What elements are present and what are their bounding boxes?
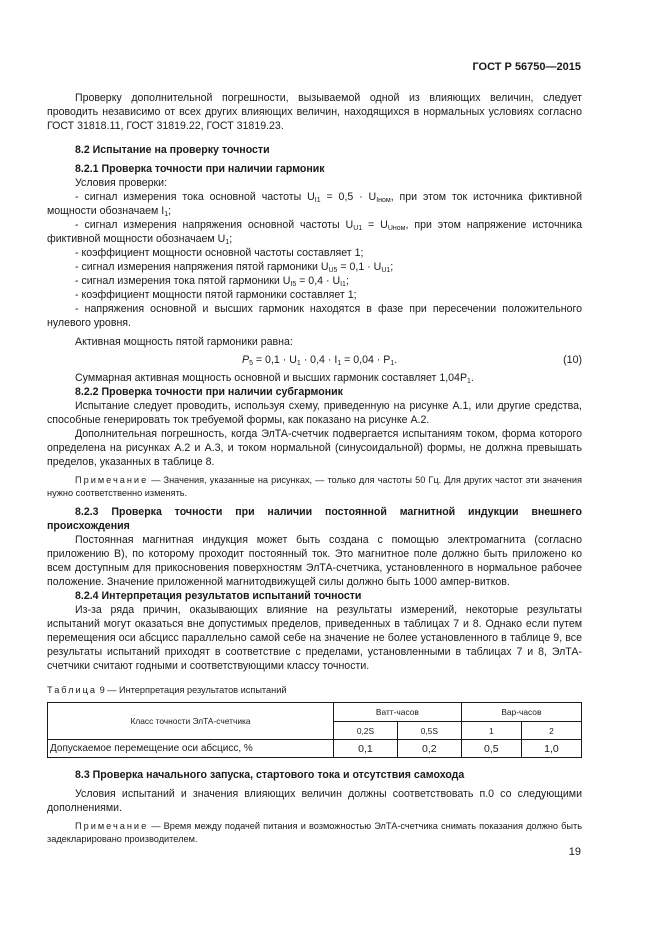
- page-content: [47, 91, 582, 846]
- table-row-label: Допускаемое перемещение оси абсцисс, %: [48, 740, 334, 758]
- page-number: 19: [568, 846, 581, 858]
- table-subheader: 2: [521, 722, 581, 740]
- condition-item: - коэффициент мощности основной частоты составляет 1;: [75, 247, 364, 259]
- section-8-2-3-heading: 8.2.3 Проверка точности при наличии постоянной магнитной индукции внешнего происхождения: [47, 506, 582, 532]
- note: Примечание — Значения, указанные на рисунках, — только для частоты 50 Гц. Для других частот эти значения нужно соответственно изменять.: [47, 475, 582, 498]
- table-header-watt: Ватт-часов: [334, 703, 462, 722]
- paragraph: Постоянная магнитная индукция может быть создана с помощью электромагнита (согласно приложению В), по которому проходит постоянный ток. Это магнитное поле должно быть приложено ко всем доступным для прикосновения поверхностям ЭлТА-счетчика, установленного в нормальное рабочее положение. Значение приложенной магнитодвижущей силы должно быть 1000 ампер-витков.: [47, 534, 582, 588]
- table-subheader: 0,5S: [397, 722, 461, 740]
- paragraph: Из-за ряда причин, оказывающих влияние на результаты измерений, некоторые результаты испытаний могут оказаться вне допустимых пределов, приведенных в таблицах 7 и 8. Однако если путем перемещения оси абсцисс параллельно самой себе на значение не более установленного в таблице 9, все результаты испытаний приходят в соответствие с пределами, установленными в таблицах 7 и 8, ЭлТА-счетчики считают годными и соответствующими классу точности.: [47, 604, 582, 672]
- section-8-2-4-heading: 8.2.4 Интерпретация результатов испытаний точности: [75, 590, 362, 602]
- condition-item: - сигнал измерения тока основной частоты $U_{I1} = 0,5 \cdot U_{Iном}$, при этом ток источника фиктивной мощности обозначаем $I_1$;: [47, 191, 582, 218]
- condition-item: - сигнал измерения тока пятой гармоники $U_{I5} = 0,4 \cdot U_{I1}$;: [75, 275, 349, 288]
- total-power-text: Суммарная активная мощность основной и высших гармоник составляет $1,04P_1$.: [75, 372, 474, 385]
- condition-item: - сигнал измерения напряжения основной частоты $U_{U1} = U_{Uном}$, при этом напряжение источника фиктивной мощности обозначаем $U_1$;: [47, 219, 582, 246]
- formula-number: (10): [563, 354, 582, 366]
- table-caption: Таблица 9 — Интерпретация результатов испытаний: [47, 685, 287, 695]
- condition-item: - напряжения основной и высших гармоник находятся в фазе при пересечении положительного нулевого уровня.: [47, 303, 582, 329]
- conditions-label: Условия проверки:: [75, 177, 168, 189]
- table-cell: 0,1: [334, 740, 398, 758]
- paragraph: Дополнительная погрешность, когда ЭлТА-счетчик подвергается испытаниям током, форма которого определена на рисунках А.2 и А.3, и током нормальной (синусоидальной) формы, не должна превышать пределов, указанных в таблице 8.: [47, 428, 582, 468]
- section-8-2-1-heading: 8.2.1 Проверка точности при наличии гармоник: [75, 163, 325, 175]
- intro-paragraph: Проверку дополнительной погрешности, вызываемой одной из влияющих величин, следует проводить независимо от всех других влияющих величин, находящихся в нормальных условиях согласно ГОСТ 31818.11, ГОСТ 31819.22, ГОСТ 31819.23.: [47, 92, 582, 132]
- paragraph: Условия испытаний и значения влияющих величин должны соответствовать п.0 со следующими дополнениями.: [47, 788, 582, 814]
- active-power-text: Активная мощность пятой гармоники равна:: [75, 336, 293, 348]
- table-cell: 0,2: [397, 740, 461, 758]
- table-cell: 1,0: [521, 740, 581, 758]
- condition-item: - сигнал измерения напряжения пятой гармоники $U_{U5} = 0,1 \cdot U_{U1}$;: [75, 261, 394, 274]
- table-subheader: 0,2S: [334, 722, 398, 740]
- table-subheader: 1: [461, 722, 521, 740]
- table-cell: 0,5: [461, 740, 521, 758]
- document-header: ГОСТ Р 56750—2015: [472, 61, 581, 73]
- section-8-2-2-heading: 8.2.2 Проверка точности при наличии субгармоник: [75, 386, 343, 398]
- section-8-2-heading: 8.2 Испытание на проверку точности: [75, 144, 270, 156]
- formula-10: [47, 349, 582, 371]
- table-header-class: Класс точности ЭлТА-счетчика: [48, 703, 334, 740]
- table-header-var: Вар-часов: [461, 703, 581, 722]
- condition-item: - коэффициент мощности пятой гармоники составляет 1;: [75, 289, 357, 301]
- formula-expression: $P_5 = 0,1 \cdot U_1 \cdot 0,4 \cdot I_1 = 0,04 \cdot P_1$.: [242, 354, 398, 367]
- note: Примечание — Время между подачей питания и возможностью ЭлТА-счетчика снимать показания должно быть задекларировано производителем.: [47, 821, 582, 844]
- paragraph: Испытание следует проводить, используя схему, приведенную на рисунке А.1, или другие средства, способные генерировать ток требуемой формы, как показано на рисунке А.2.: [47, 400, 582, 426]
- section-8-3-heading: 8.3 Проверка начального запуска, стартового тока и отсутствия самохода: [75, 769, 465, 781]
- table-9: [47, 702, 582, 758]
